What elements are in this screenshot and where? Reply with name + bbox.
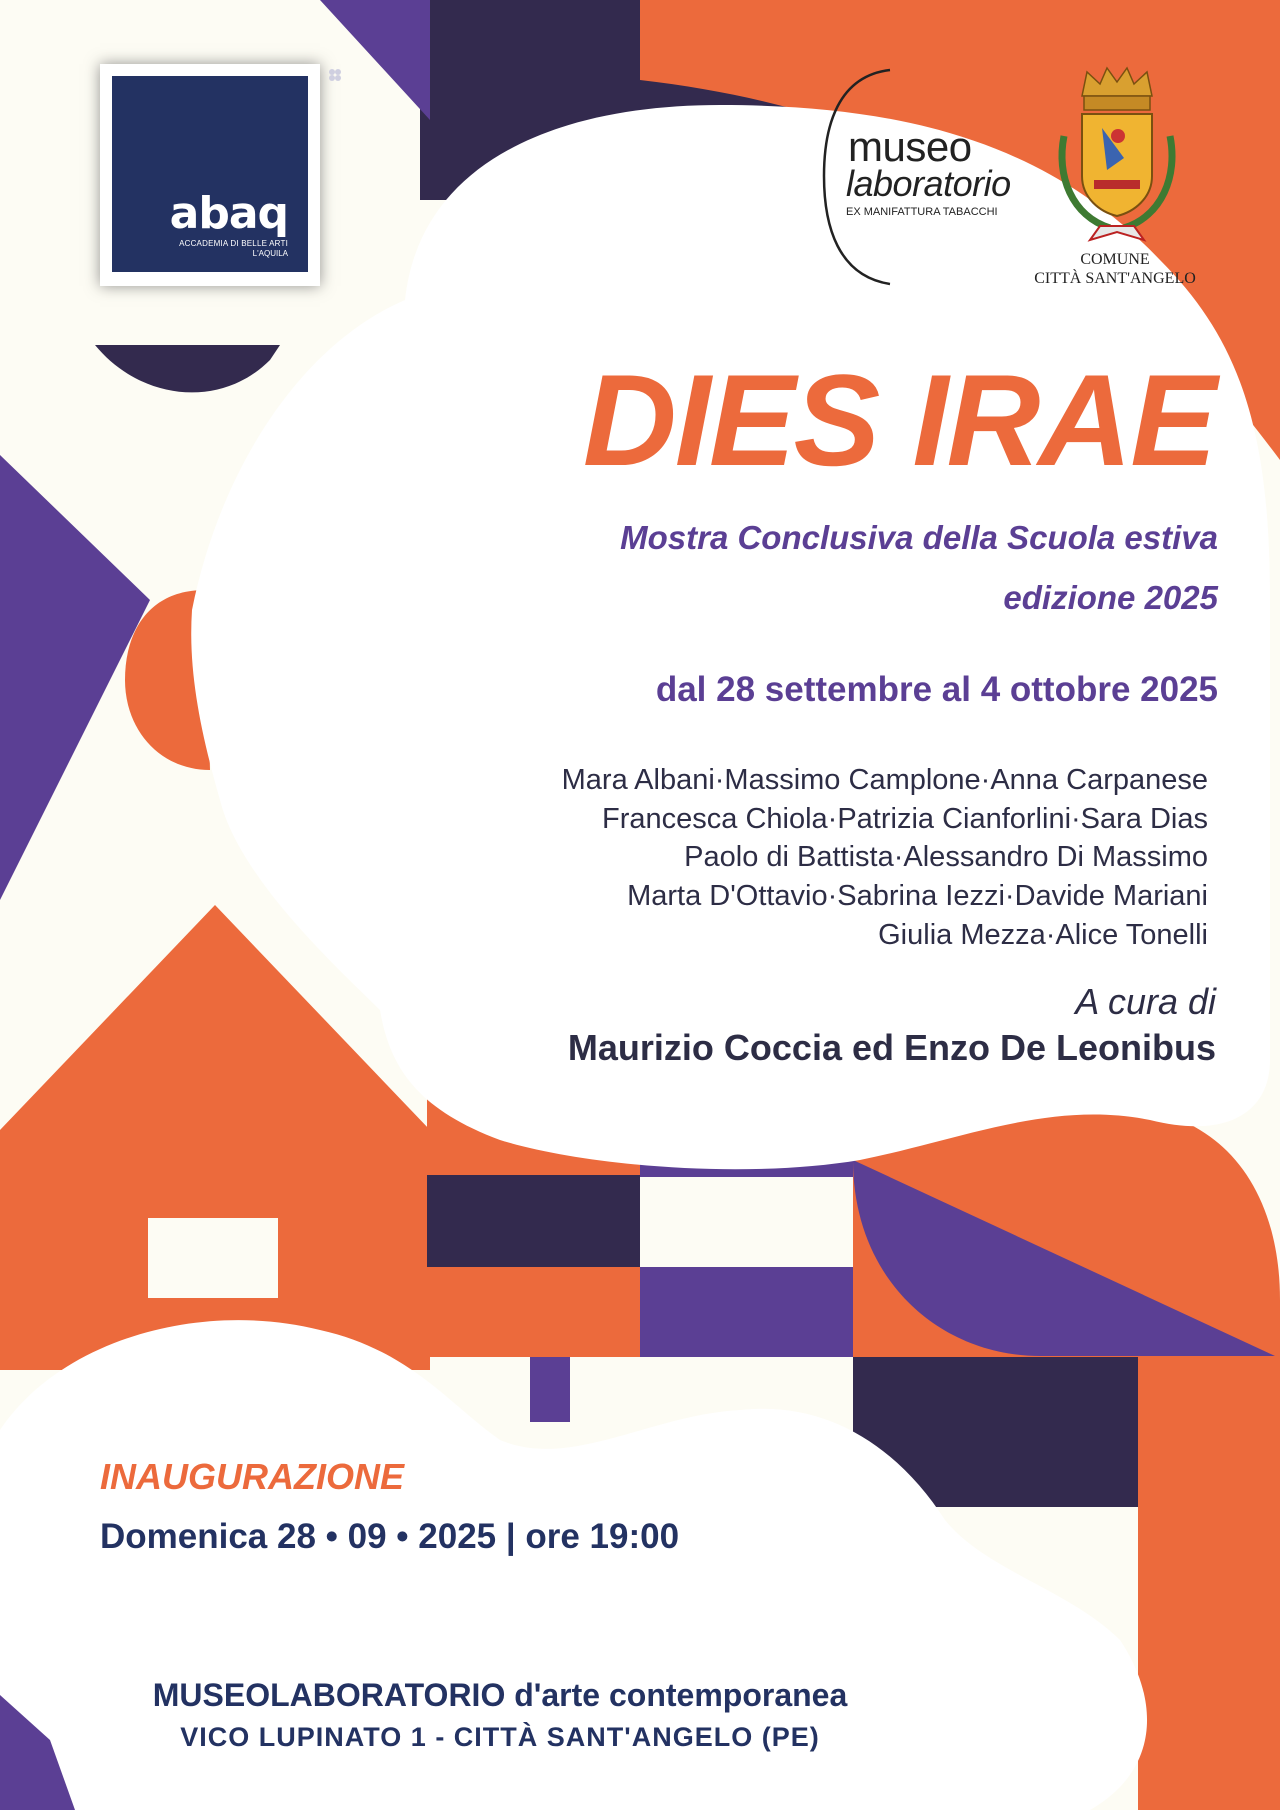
page-title: DIES IRAE [582, 347, 1215, 493]
abaq-logo-panel [112, 76, 308, 272]
abaq-logo-line2: L'AQUILA [252, 249, 288, 258]
bg-orange-lower-right [1138, 1357, 1280, 1810]
bg-cream-chimney [148, 1218, 278, 1298]
bg-navy-block [427, 1175, 640, 1267]
subtitle-line2: edizione 2025 [1003, 579, 1218, 616]
subtitle-line1: Mostra Conclusiva della Scuola estiva [620, 519, 1218, 556]
museo-logo-sub: laboratorio [846, 163, 1011, 204]
bg-purple-top [320, 0, 430, 120]
museo-laboratorio-logo [818, 66, 1030, 288]
venue-name: MUSEOLABORATORIO d'arte contemporanea [152, 1677, 848, 1713]
comune-label: COMUNE [1080, 251, 1150, 268]
venue-address: VICO LUPINATO 1 - CITTÀ SANT'ANGELO (PE) [180, 1722, 820, 1752]
abaq-logo-line1: ACCADEMIA DI BELLE ARTI [179, 239, 288, 248]
artists-line: Mara Albani·Massimo Camplone·Anna Carpanese [561, 764, 1208, 796]
bg-orange-block [427, 1267, 640, 1357]
bg-purple-small [530, 1357, 570, 1422]
comune-name: CITTÀ SANT'ANGELO [1034, 270, 1196, 287]
opening-label: INAUGURAZIONE [100, 1456, 404, 1497]
artists-line: Francesca Chiola·Patrizia Cianforlini·Sara Dias [602, 803, 1208, 835]
bg-cream-block [640, 1175, 853, 1267]
opening-datetime: Domenica 28 • 09 • 2025 | ore 19:00 [100, 1517, 680, 1556]
abaq-logo-word: abaq [169, 188, 288, 239]
artists-line: Giulia Mezza·Alice Tonelli [878, 919, 1208, 951]
bg-purple-block [640, 1267, 853, 1357]
coat-of-arms-icon [1052, 66, 1182, 242]
museo-logo-word: museo [848, 123, 972, 170]
artists-line: Paolo di Battista·Alessandro Di Massimo [684, 841, 1208, 873]
abaq-logo [100, 64, 320, 286]
bg-navy-bowl [95, 345, 280, 392]
curators-names: Maurizio Coccia ed Enzo De Leonibus [567, 1027, 1216, 1068]
museo-logo-tagline: EX MANIFATTURA TABACCHI [846, 206, 998, 218]
exhibition-dates: dal 28 settembre al 4 ottobre 2025 [655, 670, 1218, 709]
artists-line: Marta D'Ottavio·Sabrina Iezzi·Davide Mariani [627, 880, 1208, 912]
curation-label: A cura di [1075, 981, 1216, 1022]
flower-icon [326, 66, 344, 84]
